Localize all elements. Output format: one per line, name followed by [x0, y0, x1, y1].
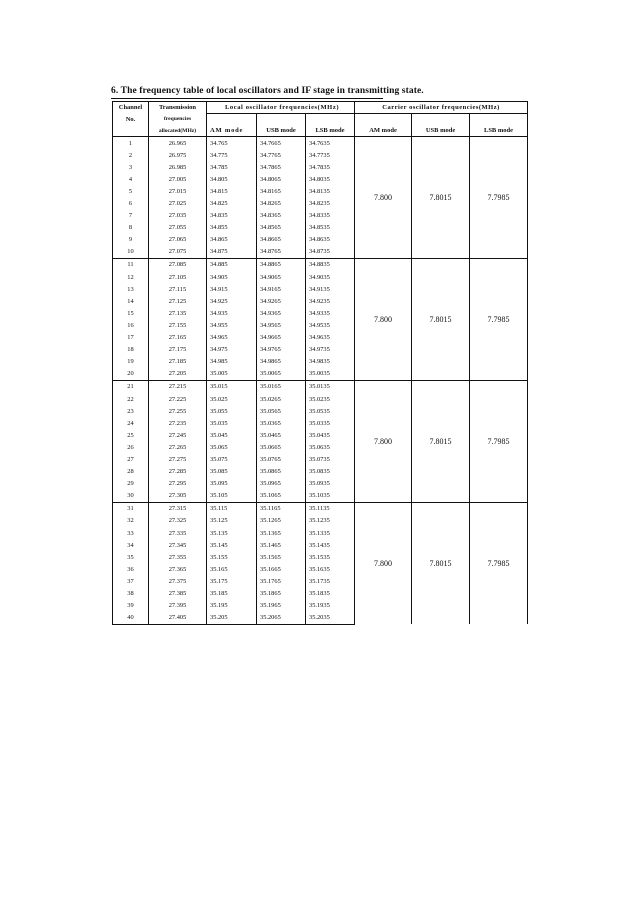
transmission-frequency-cell: 27.005: [149, 173, 207, 185]
am-local-osc-cell: 34.865: [207, 234, 257, 246]
transmission-frequency-cell: 27.375: [149, 575, 207, 587]
transmission-frequency-cell: 27.235: [149, 417, 207, 429]
lsb-local-osc-cell: 34.7635: [306, 137, 355, 150]
usb-local-osc-cell: 35.1065: [257, 490, 306, 503]
am-local-osc-cell: 35.135: [207, 527, 257, 539]
channel-number-cell: 32: [113, 515, 149, 527]
usb-local-osc-cell: 35.0065: [257, 368, 306, 381]
usb-local-osc-cell: 35.1565: [257, 551, 306, 563]
channel-number-cell: 40: [113, 612, 149, 625]
usb-local-osc-cell: 34.7665: [257, 137, 306, 150]
channel-number-cell: 19: [113, 356, 149, 368]
usb-local-osc-cell: 35.0865: [257, 466, 306, 478]
transmission-frequency-cell: 27.345: [149, 539, 207, 551]
usb-local-osc-cell: 34.9765: [257, 344, 306, 356]
am-mode-header: AM mode: [207, 125, 257, 137]
transmission-frequency-cell: 27.285: [149, 466, 207, 478]
channel-number-cell: 18: [113, 344, 149, 356]
channel-number-cell: 1: [113, 137, 149, 150]
am-local-osc-cell: 34.985: [207, 356, 257, 368]
transmission-frequency-cell: 27.225: [149, 393, 207, 405]
transmission-frequency-cell: 27.275: [149, 453, 207, 465]
channel-number-cell: 12: [113, 271, 149, 283]
lsb-local-osc-cell: 34.8335: [306, 210, 355, 222]
transmission-frequency-cell: 27.245: [149, 429, 207, 441]
usb-local-osc-cell: 34.8365: [257, 210, 306, 222]
am-local-osc-cell: 35.115: [207, 502, 257, 515]
usb-local-osc-cell: 35.0665: [257, 441, 306, 453]
channel-header: Channel: [113, 102, 149, 114]
channel-number-cell: 26: [113, 441, 149, 453]
am-local-osc-cell: 35.195: [207, 600, 257, 612]
header-spacer: [207, 114, 257, 126]
channel-number-cell: 31: [113, 502, 149, 515]
channel-number-cell: 15: [113, 307, 149, 319]
channel-number-cell: 14: [113, 295, 149, 307]
lsb-local-osc-cell: 34.8235: [306, 197, 355, 209]
lsb-local-osc-cell: 35.0835: [306, 466, 355, 478]
transmission-frequency-cell: 26.965: [149, 137, 207, 150]
transmission-frequency-cell: 27.135: [149, 307, 207, 319]
channel-number-cell: 5: [113, 185, 149, 197]
table-row: [113, 380, 528, 393]
transmission-frequency-cell: 27.385: [149, 587, 207, 599]
usb-local-osc-cell: 35.0965: [257, 478, 306, 490]
lsb-local-osc-cell: 35.0435: [306, 429, 355, 441]
channel-number-cell: 11: [113, 258, 149, 271]
table-row: [113, 258, 528, 271]
transmission-frequency-cell: 27.165: [149, 332, 207, 344]
carrier-am-cell: 7.800: [355, 380, 412, 502]
lsb-local-osc-cell: 34.7735: [306, 149, 355, 161]
channel-number-cell: 8: [113, 222, 149, 234]
am-local-osc-cell: 35.005: [207, 368, 257, 381]
transmission-frequency-cell: 27.365: [149, 563, 207, 575]
page-title: 6. The frequency table of local oscillators and IF stage in transmitting state.: [111, 86, 424, 96]
am-local-osc-cell: 35.105: [207, 490, 257, 503]
channel-number-cell: 36: [113, 563, 149, 575]
channel-number-cell: 25: [113, 429, 149, 441]
carrier-lsb-cell: 7.7985: [470, 380, 528, 502]
lsb-local-osc-cell: 34.9835: [306, 356, 355, 368]
channel-number-cell: 38: [113, 587, 149, 599]
channel-number-cell: 27: [113, 453, 149, 465]
channel-number-cell: 37: [113, 575, 149, 587]
am-local-osc-cell: 34.835: [207, 210, 257, 222]
usb-local-osc-cell: 35.1365: [257, 527, 306, 539]
channel-number-cell: 30: [113, 490, 149, 503]
lsb-local-osc-cell: 34.8735: [306, 246, 355, 259]
local-oscillator-header: Local oscillator frequencies(MHz): [207, 102, 355, 114]
header-spacer: [412, 114, 470, 126]
transmission-frequency-cell: 27.255: [149, 405, 207, 417]
usb-local-osc-cell: 35.0265: [257, 393, 306, 405]
lsb-local-osc-cell: 35.0535: [306, 405, 355, 417]
channel-number-cell: 10: [113, 246, 149, 259]
lsb-local-osc-cell: 34.8035: [306, 173, 355, 185]
usb-local-osc-cell: 34.9865: [257, 356, 306, 368]
am-local-osc-cell: 34.785: [207, 161, 257, 173]
am-local-osc-cell: 35.165: [207, 563, 257, 575]
carrier-usb-cell: 7.8015: [412, 380, 470, 502]
carrier-am-cell: 7.800: [355, 502, 412, 624]
am-local-osc-cell: 34.925: [207, 295, 257, 307]
am-local-osc-cell: 34.855: [207, 222, 257, 234]
transmission-frequency-cell: 27.405: [149, 612, 207, 625]
channel-number-cell: 7: [113, 210, 149, 222]
usb-local-osc-cell: 34.8265: [257, 197, 306, 209]
carrier-lsb-mode-header: LSB mode: [470, 125, 528, 137]
table-row: [113, 502, 528, 515]
lsb-local-osc-cell: 35.0635: [306, 441, 355, 453]
carrier-usb-cell: 7.8015: [412, 258, 470, 380]
usb-local-osc-cell: 34.9365: [257, 307, 306, 319]
carrier-lsb-cell: 7.7985: [470, 137, 528, 259]
lsb-local-osc-cell: 34.9035: [306, 271, 355, 283]
am-local-osc-cell: 35.065: [207, 441, 257, 453]
am-local-osc-cell: 34.805: [207, 173, 257, 185]
usb-local-osc-cell: 34.8065: [257, 173, 306, 185]
lsb-local-osc-cell: 34.9335: [306, 307, 355, 319]
channel-number-cell: 2: [113, 149, 149, 161]
transmission-frequency-cell: 27.085: [149, 258, 207, 271]
lsb-local-osc-cell: 34.9235: [306, 295, 355, 307]
usb-local-osc-cell: 35.1665: [257, 563, 306, 575]
usb-local-osc-cell: 34.8565: [257, 222, 306, 234]
header-spacer: [355, 114, 412, 126]
transmission-frequency-cell: 26.975: [149, 149, 207, 161]
transmission-frequency-cell: 27.115: [149, 283, 207, 295]
lsb-local-osc-cell: 35.1035: [306, 490, 355, 503]
channel-number-cell: 13: [113, 283, 149, 295]
transmission-frequency-cell: 27.215: [149, 380, 207, 393]
lsb-local-osc-cell: 34.8635: [306, 234, 355, 246]
am-local-osc-cell: 35.055: [207, 405, 257, 417]
am-local-osc-cell: 35.205: [207, 612, 257, 625]
header-spacer: [257, 114, 306, 126]
carrier-usb-mode-header: USB mode: [412, 125, 470, 137]
frequencies-header: frequencies: [149, 114, 207, 126]
transmission-frequency-cell: 27.355: [149, 551, 207, 563]
usb-local-osc-cell: 34.9665: [257, 332, 306, 344]
lsb-local-osc-cell: 35.1335: [306, 527, 355, 539]
transmission-frequency-cell: 27.325: [149, 515, 207, 527]
transmission-frequency-cell: 27.025: [149, 197, 207, 209]
transmission-frequency-cell: 26.985: [149, 161, 207, 173]
channel-number-cell: 4: [113, 173, 149, 185]
carrier-am-cell: 7.800: [355, 258, 412, 380]
lsb-local-osc-cell: 34.9135: [306, 283, 355, 295]
am-local-osc-cell: 34.955: [207, 319, 257, 331]
usb-local-osc-cell: 34.9065: [257, 271, 306, 283]
usb-local-osc-cell: 35.0165: [257, 380, 306, 393]
header-row-2: [113, 114, 528, 126]
am-local-osc-cell: 35.145: [207, 539, 257, 551]
lsb-local-osc-cell: 35.0235: [306, 393, 355, 405]
am-local-osc-cell: 34.965: [207, 332, 257, 344]
header-row-1: [113, 102, 528, 114]
transmission-header: Transmission: [149, 102, 207, 114]
lsb-local-osc-cell: 34.8135: [306, 185, 355, 197]
lsb-local-osc-cell: 34.8835: [306, 258, 355, 271]
channel-number-cell: 39: [113, 600, 149, 612]
channel-number-cell: 23: [113, 405, 149, 417]
am-local-osc-cell: 34.815: [207, 185, 257, 197]
am-local-osc-cell: 34.975: [207, 344, 257, 356]
carrier-am-mode-header: AM mode: [355, 125, 412, 137]
carrier-lsb-cell: 7.7985: [470, 502, 528, 624]
lsb-local-osc-cell: 35.1135: [306, 502, 355, 515]
transmission-frequency-cell: 27.125: [149, 295, 207, 307]
am-local-osc-cell: 35.125: [207, 515, 257, 527]
transmission-frequency-cell: 27.305: [149, 490, 207, 503]
am-local-osc-cell: 34.905: [207, 271, 257, 283]
transmission-frequency-cell: 27.205: [149, 368, 207, 381]
header-spacer: [306, 114, 355, 126]
allocated-header: allocated(MHz): [149, 125, 207, 137]
usb-local-osc-cell: 35.2065: [257, 612, 306, 625]
transmission-frequency-cell: 27.155: [149, 319, 207, 331]
am-local-osc-cell: 35.185: [207, 587, 257, 599]
lsb-local-osc-cell: 35.2035: [306, 612, 355, 625]
am-local-osc-cell: 34.765: [207, 137, 257, 150]
lsb-local-osc-cell: 35.1535: [306, 551, 355, 563]
transmission-frequency-cell: 27.295: [149, 478, 207, 490]
carrier-usb-cell: 7.8015: [412, 137, 470, 259]
am-local-osc-cell: 34.875: [207, 246, 257, 259]
frequency-table: [112, 101, 528, 625]
usb-local-osc-cell: 35.1465: [257, 539, 306, 551]
lsb-local-osc-cell: 34.9635: [306, 332, 355, 344]
transmission-frequency-cell: 27.035: [149, 210, 207, 222]
channel-number-cell: 16: [113, 319, 149, 331]
lsb-local-osc-cell: 35.1735: [306, 575, 355, 587]
channel-number-cell: 21: [113, 380, 149, 393]
usb-local-osc-cell: 34.8765: [257, 246, 306, 259]
am-local-osc-cell: 35.085: [207, 466, 257, 478]
channel-number-cell: 29: [113, 478, 149, 490]
usb-local-osc-cell: 35.0765: [257, 453, 306, 465]
lsb-local-osc-cell: 34.9535: [306, 319, 355, 331]
am-local-osc-cell: 35.095: [207, 478, 257, 490]
usb-local-osc-cell: 35.1865: [257, 587, 306, 599]
usb-local-osc-cell: 34.7865: [257, 161, 306, 173]
channel-number-cell: 24: [113, 417, 149, 429]
am-local-osc-cell: 34.935: [207, 307, 257, 319]
carrier-am-cell: 7.800: [355, 137, 412, 259]
am-local-osc-cell: 34.915: [207, 283, 257, 295]
transmission-frequency-cell: 27.395: [149, 600, 207, 612]
lsb-local-osc-cell: 35.0035: [306, 368, 355, 381]
transmission-frequency-cell: 27.175: [149, 344, 207, 356]
lsb-local-osc-cell: 35.0135: [306, 380, 355, 393]
lsb-local-osc-cell: 35.0935: [306, 478, 355, 490]
usb-local-osc-cell: 35.1265: [257, 515, 306, 527]
transmission-frequency-cell: 27.015: [149, 185, 207, 197]
channel-number-cell: 17: [113, 332, 149, 344]
header-spacer: [113, 125, 149, 137]
am-local-osc-cell: 35.015: [207, 380, 257, 393]
channel-number-cell: 33: [113, 527, 149, 539]
lsb-local-osc-cell: 35.1935: [306, 600, 355, 612]
transmission-frequency-cell: 27.055: [149, 222, 207, 234]
transmission-frequency-cell: 27.065: [149, 234, 207, 246]
carrier-lsb-cell: 7.7985: [470, 258, 528, 380]
usb-local-osc-cell: 34.8865: [257, 258, 306, 271]
channel-number-cell: 9: [113, 234, 149, 246]
lsb-local-osc-cell: 35.0735: [306, 453, 355, 465]
usb-local-osc-cell: 35.0465: [257, 429, 306, 441]
lsb-mode-header: LSB mode: [306, 125, 355, 137]
usb-local-osc-cell: 34.8665: [257, 234, 306, 246]
title-underline: [111, 98, 383, 99]
channel-number-cell: 28: [113, 466, 149, 478]
transmission-frequency-cell: 27.075: [149, 246, 207, 259]
transmission-frequency-cell: 27.335: [149, 527, 207, 539]
transmission-frequency-cell: 27.185: [149, 356, 207, 368]
lsb-local-osc-cell: 35.0335: [306, 417, 355, 429]
lsb-local-osc-cell: 34.8535: [306, 222, 355, 234]
am-local-osc-cell: 35.155: [207, 551, 257, 563]
channel-number-cell: 35: [113, 551, 149, 563]
usb-local-osc-cell: 34.9165: [257, 283, 306, 295]
am-local-osc-cell: 34.825: [207, 197, 257, 209]
usb-local-osc-cell: 34.8165: [257, 185, 306, 197]
am-local-osc-cell: 34.885: [207, 258, 257, 271]
lsb-local-osc-cell: 35.1235: [306, 515, 355, 527]
transmission-frequency-cell: 27.315: [149, 502, 207, 515]
transmission-frequency-cell: 27.105: [149, 271, 207, 283]
header-spacer: [470, 114, 528, 126]
carrier-usb-cell: 7.8015: [412, 502, 470, 624]
usb-local-osc-cell: 35.1965: [257, 600, 306, 612]
lsb-local-osc-cell: 35.1835: [306, 587, 355, 599]
channel-number-cell: 34: [113, 539, 149, 551]
usb-local-osc-cell: 35.0365: [257, 417, 306, 429]
usb-local-osc-cell: 35.1765: [257, 575, 306, 587]
channel-number-cell: 22: [113, 393, 149, 405]
table-row: [113, 137, 528, 150]
usb-mode-header: USB mode: [257, 125, 306, 137]
usb-local-osc-cell: 34.9265: [257, 295, 306, 307]
usb-local-osc-cell: 34.7765: [257, 149, 306, 161]
channel-number-cell: 20: [113, 368, 149, 381]
channel-number-cell: 6: [113, 197, 149, 209]
lsb-local-osc-cell: 34.9735: [306, 344, 355, 356]
am-local-osc-cell: 35.045: [207, 429, 257, 441]
channel-number-cell: 3: [113, 161, 149, 173]
lsb-local-osc-cell: 35.1435: [306, 539, 355, 551]
usb-local-osc-cell: 34.9565: [257, 319, 306, 331]
usb-local-osc-cell: 35.0565: [257, 405, 306, 417]
channel-no-header: No.: [113, 114, 149, 126]
am-local-osc-cell: 35.175: [207, 575, 257, 587]
am-local-osc-cell: 35.035: [207, 417, 257, 429]
header-row-3: [113, 125, 528, 137]
transmission-frequency-cell: 27.265: [149, 441, 207, 453]
lsb-local-osc-cell: 35.1635: [306, 563, 355, 575]
carrier-oscillator-header: Carrier oscillator frequencies(MHz): [355, 102, 528, 114]
am-local-osc-cell: 35.025: [207, 393, 257, 405]
lsb-local-osc-cell: 34.7835: [306, 161, 355, 173]
usb-local-osc-cell: 35.1165: [257, 502, 306, 515]
am-local-osc-cell: 35.075: [207, 453, 257, 465]
am-local-osc-cell: 34.775: [207, 149, 257, 161]
